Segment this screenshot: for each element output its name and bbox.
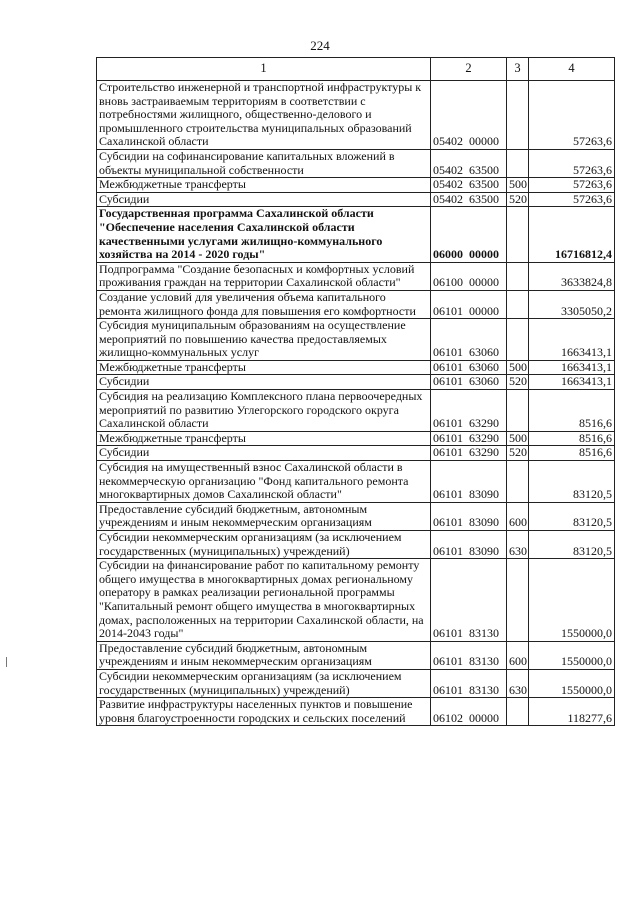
row-type-cell: 600	[507, 641, 529, 669]
row-sum-cell: 1663413,1	[529, 375, 615, 390]
row-code-cell: 05402 63500	[431, 149, 507, 177]
row-type-cell	[507, 461, 529, 503]
row-code-cell: 06101 83130	[431, 669, 507, 697]
row-name-cell: Субсидии на финансирование работ по капитальному ремонту общего имущества в многоквартирных домах региональному оператору в рамках реализации региональной программы "Капитальный ремонт общего имущества в многоквартирных домах, расположенных на территории Сахалинской области, на 2014-2043 годы"	[97, 559, 431, 642]
row-code-cell: 05402 63500	[431, 192, 507, 207]
row-type-cell	[507, 559, 529, 642]
row-type-cell: 630	[507, 531, 529, 559]
row-name-cell: Строительство инженерной и транспортной инфраструктуры к вновь застраиваемым территориям в соответствии с потребностями жилищного, общественно-делового и промышленного строительства муниципальных образований Сахалинской области	[97, 81, 431, 150]
row-name-cell: Предоставление субсидий бюджетным, автономным учреждениям и иным некоммерческим организациям	[97, 641, 431, 669]
row-name-cell: Субсидии некоммерческим организациям (за исключением государственных (муниципальных) учреждений)	[97, 669, 431, 697]
row-name-cell: Субсидии	[97, 375, 431, 390]
row-name-cell: Субсидия на реализацию Комплексного плана первоочередных мероприятий по развитию Углегорского городского округа Сахалинской области	[97, 390, 431, 432]
row-sum-cell: 8516,6	[529, 446, 615, 461]
table-row	[97, 669, 615, 697]
table-body	[97, 81, 615, 726]
row-sum-cell: 118277,6	[529, 698, 615, 726]
table-row	[97, 81, 615, 150]
row-code-cell: 06101 83130	[431, 559, 507, 642]
row-code-cell: 06101 63290	[431, 431, 507, 446]
page-number: 224	[310, 38, 330, 53]
table-row	[97, 375, 615, 390]
table-row	[97, 319, 615, 361]
table-row	[97, 390, 615, 432]
header-col-type: 3	[507, 58, 529, 81]
table-row	[97, 290, 615, 318]
row-type-cell	[507, 262, 529, 290]
row-sum-cell: 57263,6	[529, 81, 615, 150]
table-header-row	[97, 58, 615, 81]
row-type-cell	[507, 149, 529, 177]
row-code-cell: 06102 00000	[431, 698, 507, 726]
row-name-cell: Субсидии на софинансирование капитальных вложений в объекты муниципальной собственности	[97, 149, 431, 177]
row-sum-cell: 1550000,0	[529, 669, 615, 697]
row-code-cell: 06100 00000	[431, 262, 507, 290]
table-row	[97, 698, 615, 726]
row-code-cell: 06101 63060	[431, 360, 507, 375]
row-code-cell: 05402 63500	[431, 178, 507, 193]
table-row	[97, 149, 615, 177]
row-sum-cell: 1550000,0	[529, 641, 615, 669]
row-sum-cell: 8516,6	[529, 390, 615, 432]
header-col-name: 1	[97, 58, 431, 81]
row-sum-cell: 57263,6	[529, 178, 615, 193]
row-type-cell: 520	[507, 446, 529, 461]
table-row	[97, 360, 615, 375]
table-row	[97, 559, 615, 642]
row-name-cell: Межбюджетные трансферты	[97, 178, 431, 193]
row-name-cell: Субсидии	[97, 446, 431, 461]
row-type-cell: 500	[507, 178, 529, 193]
row-code-cell: 06101 00000	[431, 290, 507, 318]
row-code-cell: 06000 00000	[431, 207, 507, 262]
table-row	[97, 178, 615, 193]
row-sum-cell: 83120,5	[529, 461, 615, 503]
table-row	[97, 461, 615, 503]
table-row	[97, 531, 615, 559]
row-code-cell: 05402 00000	[431, 81, 507, 150]
row-code-cell: 06101 83130	[431, 641, 507, 669]
table-row	[97, 207, 615, 262]
row-sum-cell: 83120,5	[529, 531, 615, 559]
row-sum-cell: 1663413,1	[529, 360, 615, 375]
row-type-cell: 520	[507, 192, 529, 207]
row-name-cell: Предоставление субсидий бюджетным, автономным учреждениям и иным некоммерческим организациям	[97, 502, 431, 530]
row-sum-cell: 57263,6	[529, 149, 615, 177]
table-row	[97, 192, 615, 207]
row-code-cell: 06101 63060	[431, 319, 507, 361]
row-type-cell: 520	[507, 375, 529, 390]
row-type-cell	[507, 207, 529, 262]
row-type-cell	[507, 81, 529, 150]
table-row	[97, 502, 615, 530]
row-name-cell: Субсидии	[97, 192, 431, 207]
row-sum-cell: 83120,5	[529, 502, 615, 530]
row-sum-cell: 1550000,0	[529, 559, 615, 642]
row-type-cell	[507, 290, 529, 318]
row-code-cell: 06101 83090	[431, 531, 507, 559]
row-type-cell	[507, 698, 529, 726]
header-col-code: 2	[431, 58, 507, 81]
table-row	[97, 446, 615, 461]
row-name-cell: Субсидии некоммерческим организациям (за исключением государственных (муниципальных) учреждений)	[97, 531, 431, 559]
header-col-sum: 4	[529, 58, 615, 81]
row-sum-cell: 3633824,8	[529, 262, 615, 290]
row-code-cell: 06101 63060	[431, 375, 507, 390]
row-name-cell: Субсидия муниципальным образованиям на осуществление мероприятий по повышению качества предоставляемых жилищно-коммунальных услуг	[97, 319, 431, 361]
row-name-cell: Создание условий для увеличения объема капитального ремонта жилищного фонда для повышения его комфортности	[97, 290, 431, 318]
row-name-cell: Подпрограмма "Создание безопасных и комфортных условий проживания граждан на территории Сахалинской области"	[97, 262, 431, 290]
table-row	[97, 262, 615, 290]
row-type-cell: 600	[507, 502, 529, 530]
row-sum-cell: 57263,6	[529, 192, 615, 207]
row-sum-cell: 1663413,1	[529, 319, 615, 361]
row-type-cell: 500	[507, 431, 529, 446]
row-name-cell: Развитие инфраструктуры населенных пунктов и повышение уровня благоустроенности городских и сельских поселений	[97, 698, 431, 726]
row-name-cell: Межбюджетные трансферты	[97, 431, 431, 446]
budget-table	[96, 57, 615, 726]
row-type-cell	[507, 319, 529, 361]
row-code-cell: 06101 83090	[431, 461, 507, 503]
row-sum-cell: 3305050,2	[529, 290, 615, 318]
row-type-cell: 630	[507, 669, 529, 697]
margin-mark	[6, 657, 7, 667]
row-sum-cell: 16716812,4	[529, 207, 615, 262]
table-row	[97, 431, 615, 446]
row-sum-cell: 8516,6	[529, 431, 615, 446]
row-name-cell: Субсидия на имущественный взнос Сахалинской области в некоммерческую организацию "Фонд капитального ремонта многоквартирных домов Сахалинской области"	[97, 461, 431, 503]
row-name-cell: Межбюджетные трансферты	[97, 360, 431, 375]
table-row	[97, 641, 615, 669]
row-code-cell: 06101 83090	[431, 502, 507, 530]
row-type-cell: 500	[507, 360, 529, 375]
row-code-cell: 06101 63290	[431, 446, 507, 461]
row-code-cell: 06101 63290	[431, 390, 507, 432]
row-name-cell: Государственная программа Сахалинской области "Обеспечение населения Сахалинской области качественными услугами жилищно-коммунального хозяйства на 2014 - 2020 годы"	[97, 207, 431, 262]
row-type-cell	[507, 390, 529, 432]
